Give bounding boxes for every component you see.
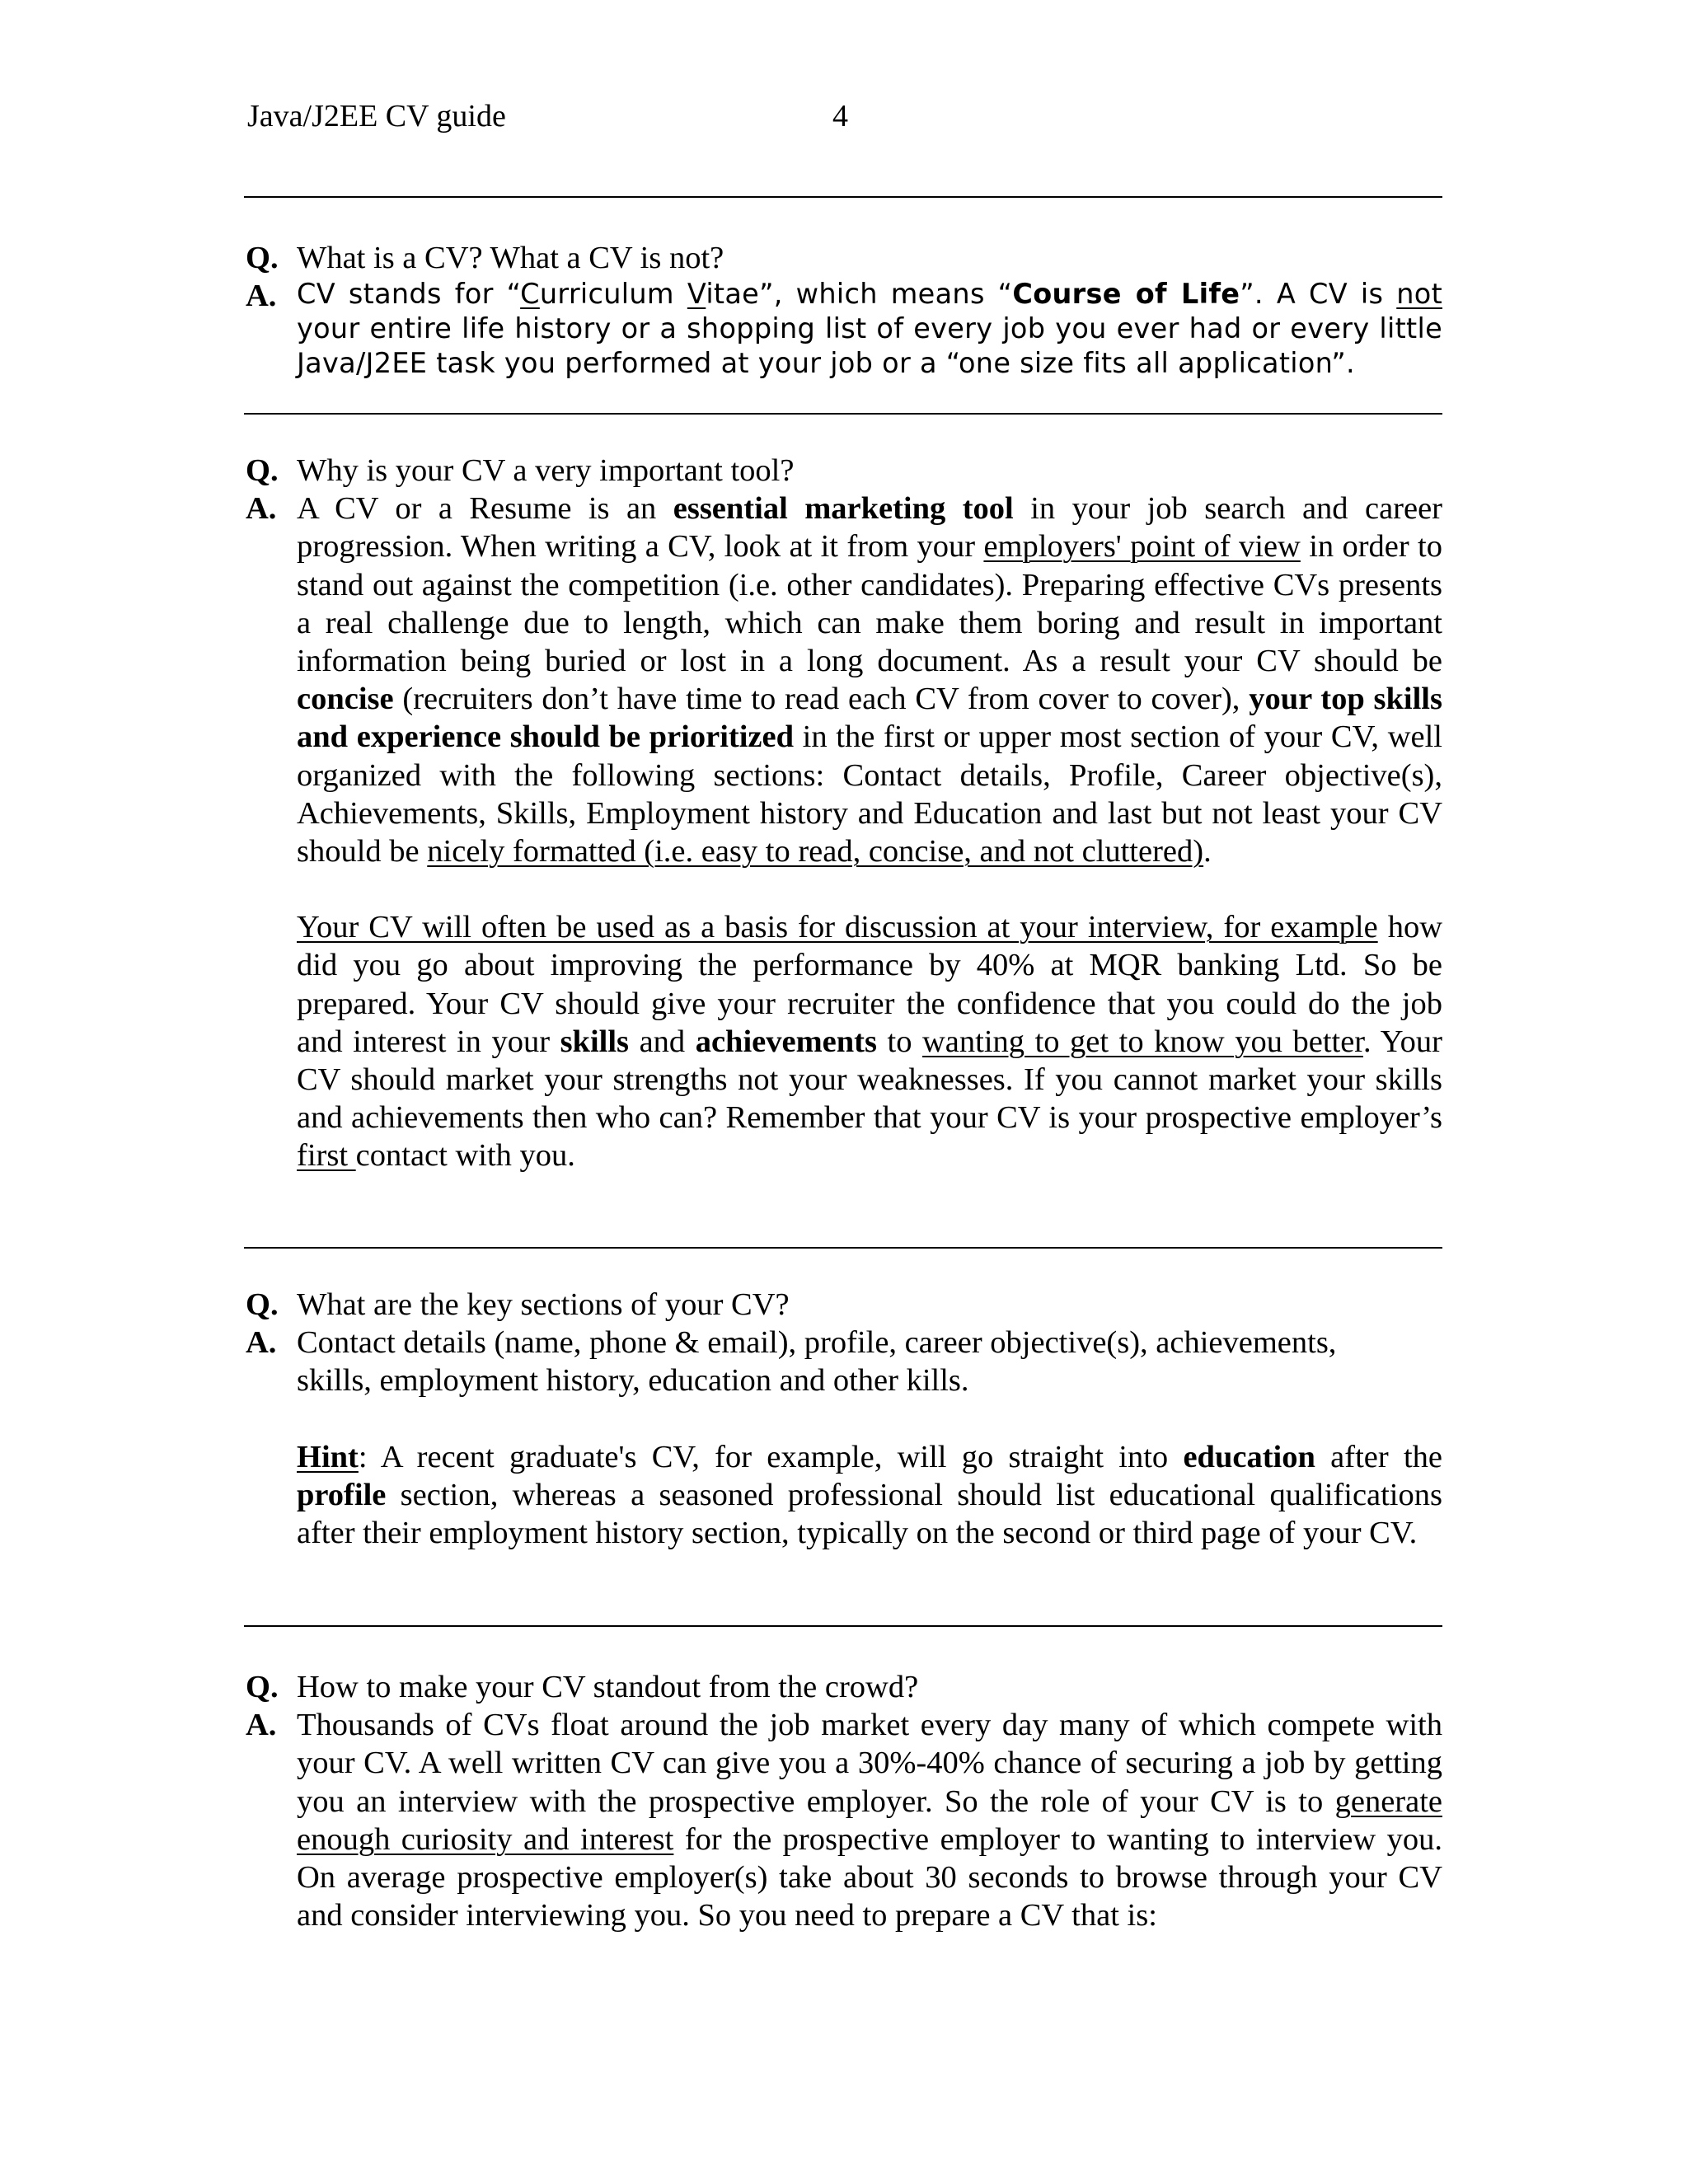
section-divider xyxy=(244,1247,1442,1249)
answer-text-run: in order to stand out against the competition (i.e. other candidates). Preparing effective CVs presents a real challenge due to length, which can make them boring and result in important information being buried or lost in a long document. As a result your CV should be xyxy=(297,529,1443,679)
answer-row xyxy=(246,277,1442,381)
answer-text-run: itae”, which means “ xyxy=(706,278,1013,311)
answer-label: A. xyxy=(246,279,277,314)
underlined-phrase: first xyxy=(297,1138,356,1174)
underlined-phrase: nicely formatted (i.e. easy to read, concise, and not cluttered) xyxy=(427,834,1204,869)
answer-text-run: A CV or a Resume is an xyxy=(297,491,673,527)
answer-text xyxy=(297,277,1442,381)
underlined-phrase: wanting to get to know you better xyxy=(922,1024,1363,1059)
answer-row xyxy=(246,1706,1442,1934)
answer-paragraph xyxy=(297,490,1442,870)
question-label: Q. xyxy=(246,1287,279,1322)
question-label: Q. xyxy=(246,241,279,275)
paragraph-gap xyxy=(297,1400,1442,1438)
answer-text-run: after the xyxy=(1315,1439,1442,1474)
answer-text-run: your entire life history or a shopping list of every job you ever had or every little Java/J2EE task you performed at your job or a “one size fits all application”. xyxy=(297,312,1442,380)
underlined-phrase: employers' point of view xyxy=(983,529,1301,565)
answer-text-run: section, whereas a seasoned professional should list educational qualifications after their employment history section, typically on the second or third page of your CV. xyxy=(297,1477,1442,1551)
answer-text-run: in your job search and career progression. When writing a CV, look at it from your xyxy=(297,491,1442,565)
underlined-phrase: Your CV will often be used as a basis for discussion at your interview, for example xyxy=(297,910,1378,945)
underlined-phrase: not xyxy=(1396,278,1443,311)
hint-paragraph xyxy=(297,1438,1442,1553)
qa-what-is-cv xyxy=(246,239,1442,381)
answer-body xyxy=(297,490,1442,1174)
bold-phrase: profile xyxy=(297,1477,387,1512)
bold-phrase: Course of Life xyxy=(1012,278,1240,311)
answer-paragraph: Contact details (name, phone & email), profile, career objective(s), achievements, skills, employment history, education and other kills. xyxy=(297,1325,1337,1399)
answer-label: A. xyxy=(246,1325,277,1361)
answer-text-run: to xyxy=(876,1024,922,1059)
qa-why-important xyxy=(246,452,1442,1175)
answer-text-run: and xyxy=(629,1024,696,1059)
answer-text-run: contact with you. xyxy=(355,1138,575,1174)
question-row xyxy=(246,239,1442,277)
question-text: What is a CV? What a CV is not? xyxy=(297,241,724,275)
answer-text-run: . xyxy=(1203,834,1212,869)
question-text: Why is your CV a very important tool? xyxy=(297,453,795,488)
bold-phrase: achievements xyxy=(695,1024,877,1059)
answer-text-run: how did you go about improving the performance by 40% at MQR banking Ltd. So be prepared. Your CV should give your recruiter the confidence that you could do the job and interest in your xyxy=(297,910,1442,1059)
underlined-phrase: generate enough curiosity and interest xyxy=(297,1783,1442,1857)
bold-phrase: skills xyxy=(560,1024,630,1059)
question-text: How to make your CV standout from the crowd? xyxy=(297,1670,919,1704)
answer-text-run: . Your CV should market your strengths not your weaknesses. If you cannot market your skills and achievements then who can? Remember that your CV is your prospective employer’s xyxy=(297,1024,1443,1136)
question-text: What are the key sections of your CV? xyxy=(297,1287,790,1322)
bold-phrase: your top skills and experience should be prioritized xyxy=(297,682,1442,755)
answer-row xyxy=(246,1324,1442,1552)
answer-text-run: : A recent graduate's CV, for example, will go straight into xyxy=(358,1439,1184,1474)
hint-label: Hint xyxy=(297,1439,359,1474)
answer-row xyxy=(246,490,1442,1174)
question-row xyxy=(246,1668,1442,1706)
underlined-letter: V xyxy=(687,278,706,311)
answer-label: A. xyxy=(246,1708,277,1743)
answer-text-run: urriculum xyxy=(539,278,687,311)
answer-paragraph xyxy=(297,908,1442,1174)
section-divider xyxy=(244,1625,1442,1627)
bold-phrase: concise xyxy=(297,682,394,717)
question-label: Q. xyxy=(246,453,279,488)
answer-text-run: CV stands for “ xyxy=(297,278,521,311)
answer-text-run: for the prospective employer to wanting to interview you. On average prospective employer(s) take about 30 seconds to browse through your CV and consider interviewing you. So you need to prepare a CV that is: xyxy=(297,1821,1442,1933)
underlined-letter: C xyxy=(520,278,540,311)
answer-label: A. xyxy=(246,491,277,527)
page-number: 4 xyxy=(832,99,848,134)
question-row xyxy=(246,452,1442,490)
answer-text-run: Thousands of CVs float around the job market every day many of which compete with your CV. A well written CV can give you a 30%-40% chance of securing a job by getting you an interview with the prospective employer. So the role of your CV is to xyxy=(297,1708,1442,1819)
qa-key-sections xyxy=(246,1286,1442,1552)
question-label: Q. xyxy=(246,1670,279,1704)
section-divider xyxy=(244,413,1442,415)
answer-text xyxy=(297,1706,1442,1934)
answer-body xyxy=(297,1324,1442,1552)
paragraph-gap xyxy=(297,870,1442,908)
answer-text-run: (recruiters don’t have time to read each CV from cover to cover), xyxy=(393,682,1250,717)
bold-phrase: education xyxy=(1183,1439,1315,1474)
question-row xyxy=(246,1286,1442,1324)
section-divider xyxy=(244,196,1442,198)
bold-phrase: essential marketing tool xyxy=(673,491,1014,527)
document-title: Java/J2EE CV guide xyxy=(247,99,506,134)
answer-text-run: in the first or upper most section of your CV, well organized with the following sections: Contact details, Profile, Career objective(s), Achievements, Skills, Employment history and Education and last but not least your CV should be xyxy=(297,719,1442,869)
answer-text-run: ”. A CV is xyxy=(1240,278,1397,311)
qa-standout xyxy=(246,1668,1442,1934)
